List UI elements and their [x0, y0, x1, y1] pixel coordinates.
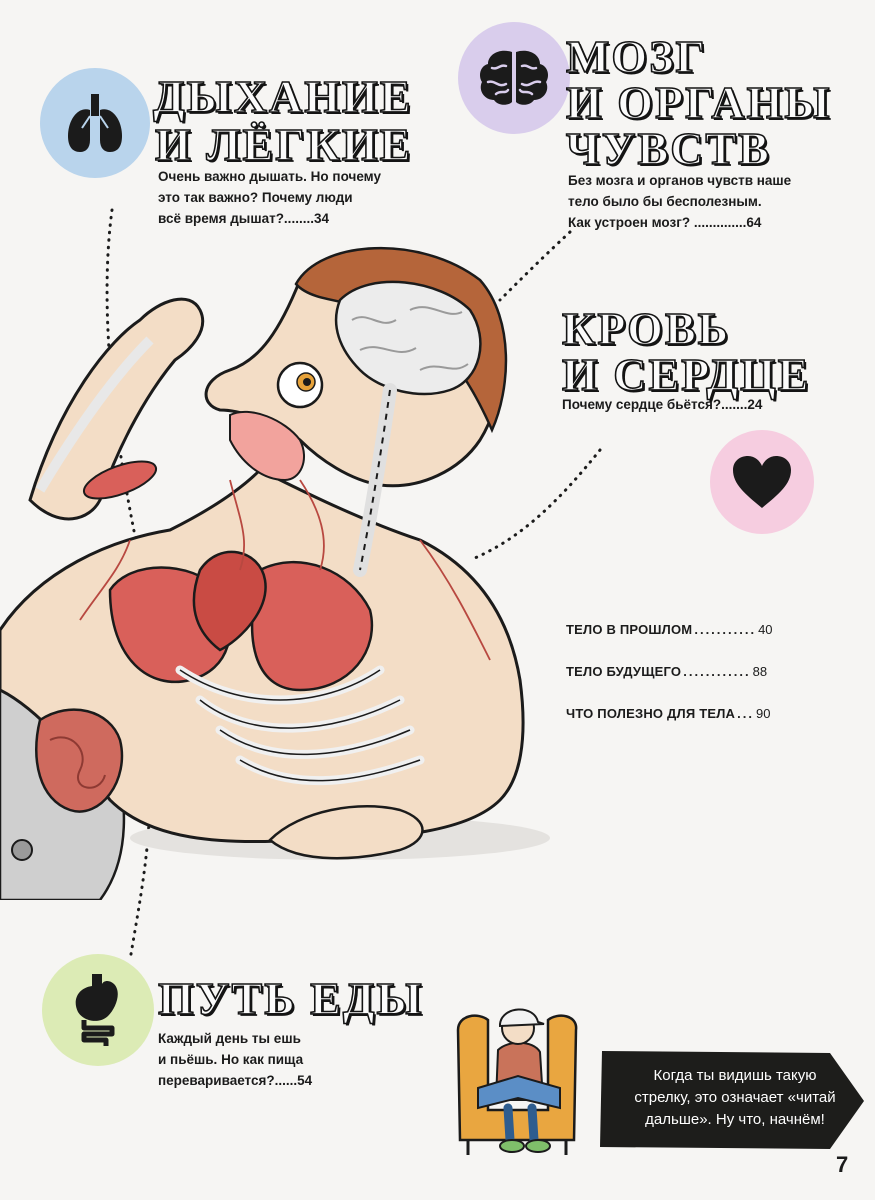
blood-title-line1: КРОВЬ: [562, 303, 731, 354]
blood-description: [562, 394, 762, 415]
callout-line2: стрелку, это означает «читай: [634, 1089, 836, 1106]
read-on-callout: [598, 1049, 866, 1151]
food-title: ПУТЬ ЕДЫ: [158, 973, 424, 1024]
stomach-icon-circle: [42, 954, 154, 1066]
toc-page: 40: [758, 622, 773, 637]
toc-dots: ...: [737, 706, 754, 721]
heart-icon: [731, 454, 793, 510]
callout-line3: дальше». Ну что, начнём!: [645, 1111, 825, 1128]
toc-row-future[interactable]: [566, 664, 767, 679]
pants-button: [12, 840, 32, 860]
blood-desc-line1: Почему сердце бьётся?.......24: [562, 397, 763, 412]
kid-shoe-right: [526, 1140, 550, 1152]
lungs-description: [158, 166, 381, 229]
pupil: [303, 378, 311, 386]
stomach-icon: [62, 970, 134, 1050]
lungs-desc-line1: Очень важно дышать. Но почему: [158, 169, 381, 184]
lungs-title-line1: ДЫХАНИЕ: [153, 71, 413, 122]
toc-label: ТЕЛО БУДУЩЕГО: [566, 664, 682, 679]
toc-label: ЧТО ПОЛЕЗНО ДЛЯ ТЕЛА: [566, 706, 736, 721]
food-desc-line1: Каждый день ты ешь: [158, 1031, 301, 1046]
lungs-icon-circle: [40, 68, 150, 178]
toc-page: 88: [752, 664, 768, 679]
toc-label: ТЕЛО В ПРОШЛОМ: [566, 622, 693, 637]
blood-title-line2: И СЕРДЦЕ: [562, 349, 811, 400]
anatomy-illustration: [0, 240, 560, 900]
toc-dots: ...........: [694, 622, 757, 637]
brain-desc-line1: Без мозга и органов чувств наше: [568, 173, 792, 188]
brain-description: [568, 170, 791, 233]
brain-icon: [476, 46, 552, 110]
brain-title-line3: ЧУВСТВ: [566, 123, 771, 174]
lungs-desc-line2: это так важно? Почему люди: [158, 190, 353, 205]
toc-row-past[interactable]: [566, 622, 773, 637]
food-description: [158, 1028, 312, 1091]
toc-dots: ............: [683, 664, 751, 679]
kid-shoe-left: [500, 1140, 524, 1152]
lungs-icon: [60, 88, 130, 158]
heart-icon-circle: [710, 430, 814, 534]
brain-title-line2: И ОРГАНЫ: [566, 77, 832, 128]
kid-cap: [500, 1009, 544, 1026]
page-number: 7: [836, 1152, 849, 1177]
toc-row-healthy[interactable]: [566, 706, 770, 721]
food-desc-line2: и пьёшь. Но как пища: [158, 1052, 304, 1067]
callout-line1: Когда ты видишь такую: [653, 1067, 817, 1084]
toc-page: 90: [755, 706, 771, 721]
lungs-desc-line3: всё время дышат?........34: [158, 211, 329, 226]
food-desc-line3: переваривается?......54: [158, 1073, 313, 1088]
lungs-title-line2: И ЛЁГКИЕ: [155, 119, 413, 170]
callout-text: [624, 1065, 846, 1131]
brain-title-line1: МОЗГ: [566, 31, 707, 82]
reading-kid-illustration: [448, 990, 588, 1160]
brain-desc-line2: тело было бы бесполезным.: [568, 194, 762, 209]
brain-icon-circle: [458, 22, 570, 134]
brain-desc-line3: Как устроен мозг? ..............64: [568, 215, 762, 230]
intestines: [36, 710, 122, 812]
